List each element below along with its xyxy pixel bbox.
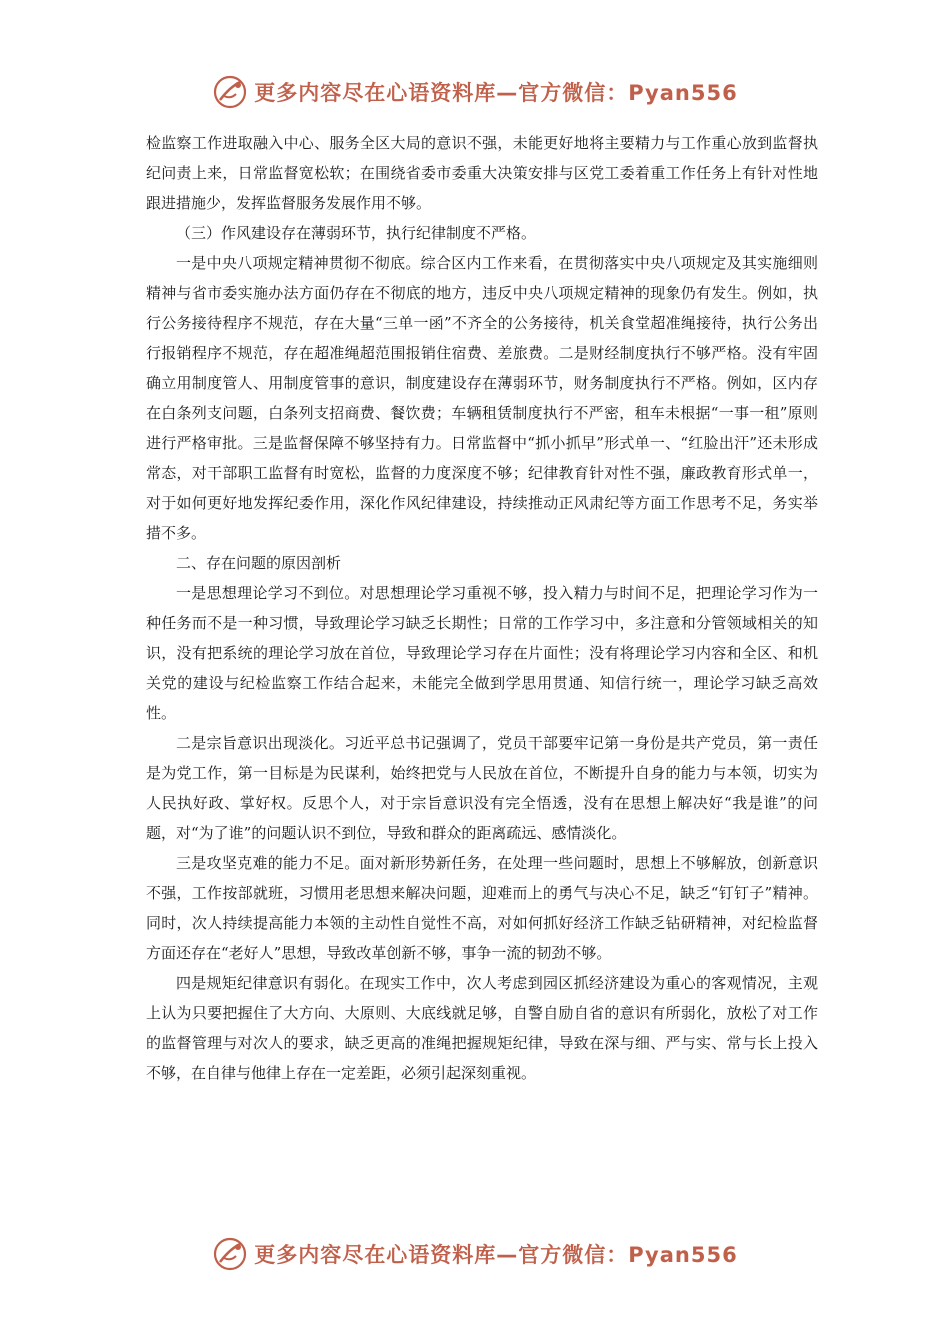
banner-text: 更多内容尽在心语资料库—官方微信：Pyan556 (254, 1243, 738, 1267)
paragraph: 一是思想理论学习不到位。对思想理论学习重视不够，投入精力与时间不足，把理论学习作为一种任务而不是一种习惯，导致理论学习缺乏长期性；日常的工作学习中，多注意和分管领域相关的知识，没有把系统的理论学习放在首位，导致理论学习存在片面性；没有将理论学习内容和全区、和机关党的建设与纪检监察工作结合起来，未能完全做到学思用贯通、知信行统一，理论学习缺乏高效性。 (146, 584, 818, 722)
paragraph: 三是攻坚克难的能力不足。面对新形势新任务，在处理一些问题时，思想上不够解放，创新意识不强，工作按部就班，习惯用老思想来解决问题，迎难而上的勇气与决心不足，缺乏“钉钉子”精神。同时，次人持续提高能力本领的主动性自觉性不高，对如何抓好经济工作缺乏钻研精神，对纪检监督方面还存在“老好人”思想，导致改革创新不够，事争一流的韧劲不够。 (146, 854, 818, 962)
paragraph: 四是规矩纪律意识有弱化。在现实工作中，次人考虑到园区抓经济建设为重心的客观情况，主观上认为只要把握住了大方向、大原则、大底线就足够，自警自励自省的意识有所弱化，放松了对工作的监督管理与对次人的要求，缺乏更高的准绳把握规矩纪律，导致在深与细、严与实、常与长上投入不够，在自律与他律上存在一定差距，必须引起深刻重视。 (146, 974, 818, 1082)
banner-text: 更多内容尽在心语资料库—官方微信：Pyan556 (254, 81, 738, 105)
banner-content (212, 74, 737, 110)
logo-icon (212, 74, 248, 110)
banner-content (212, 1236, 737, 1272)
paragraph: 二是宗旨意识出现淡化。习近平总书记强调了，党员干部要牢记第一身份是共产党员，第一责任是为党工作，第一目标是为民谋利，始终把党与人民放在首位，不断提升自身的能力与本领，切实为人民执好政、掌好权。反思个人，对于宗旨意识没有完全悟透，没有在思想上解决好“我是谁”的问题，对“为了谁”的问题认识不到位，导致和群众的距离疏远、感情淡化。 (146, 734, 818, 842)
logo-icon (212, 1236, 248, 1272)
header-banner (0, 70, 950, 114)
footer-banner (0, 1232, 950, 1276)
section-heading: （三）作风建设存在薄弱环节，执行纪律制度不严格。 (176, 224, 537, 242)
paragraph: 一是中央八项规定精神贯彻不彻底。综合区内工作来看，在贯彻落实中央八项规定及其实施细则精神与省市委实施办法方面仍存在不彻底的地方，违反中央八项规定精神的现象仍有发生。例如，执行公务接待程序不规范，存在大量“三单一函”不齐全的公务接待，机关食堂超准绳接待，执行公务出行报销程序不规范，存在超准绳超范围报销住宿费、差旅费。二是财经制度执行不够严格。没有牢固确立用制度管人、用制度管事的意识，制度建设存在薄弱环节，财务制度执行不严格。例如，区内存在白条列支问题，白条列支招商费、餐饮费；车辆租赁制度执行不严密，租车未根据“一事一租”原则进行严格审批。三是监督保障不够坚持有力。日常监督中“抓小抓早”形式单一、“红脸出汗”还未形成常态，对干部职工监督有时宽松，监督的力度深度不够；纪律教育针对性不强，廉政教育形式单一，对于如何更好地发挥纪委作用，深化作风纪律建设，持续推动正风肃纪等方面工作思考不足，务实举措不多。 (146, 254, 818, 542)
paragraph: 检监察工作进取融入中心、服务全区大局的意识不强，未能更好地将主要精力与工作重心放到监督执纪问责上来，日常监督宽松软；在围绕省委市委重大决策安排与区党工委着重工作任务上有针对性地跟进措施少，发挥监督服务发展作用不够。 (146, 134, 818, 212)
document-body (146, 128, 818, 1088)
section-heading: 二、存在问题的原因剖析 (176, 554, 342, 572)
